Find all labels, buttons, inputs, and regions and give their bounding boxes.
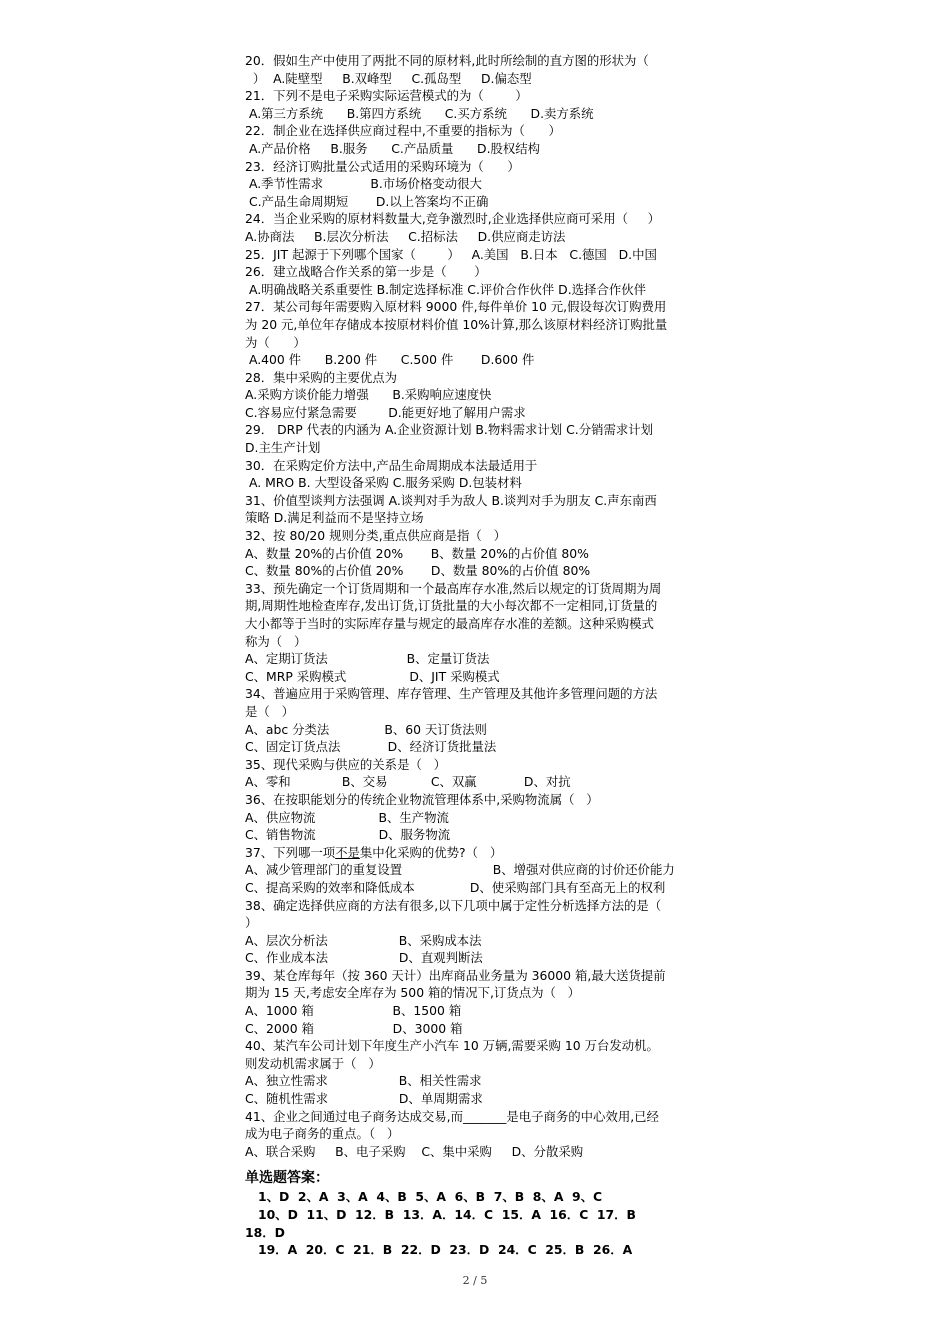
question-line: C、随机性需求 D、单周期需求 bbox=[245, 1091, 483, 1107]
answers-heading: 单选题答案： bbox=[245, 1170, 329, 1187]
question-line: 则发动机需求属于（ ） bbox=[245, 1055, 381, 1071]
question-line: A.采购方谈价能力增强 B.采购响应速度快 bbox=[245, 387, 492, 403]
question-line: 期,周期性地检查库存,发出订货,订货批量的大小每次都不一定相同,订货量的 bbox=[245, 598, 658, 614]
question-line: 29． DRP 代表的内涵为 A.企业资源计划 B.物料需求计划 C.分销需求计划 bbox=[245, 422, 654, 438]
q37-underlined: 不是 bbox=[335, 844, 360, 860]
question-line: C、固定订货点法 D、经济订货批量法 bbox=[245, 739, 497, 755]
question-line: 26．建立战略合作关系的第一步是（ ） bbox=[245, 264, 487, 280]
question-line: C、数量 80%的占价值 20% D、数量 80%的占价值 80% bbox=[245, 563, 591, 579]
question-line: 40、某汽车公司计划下年度生产小汽车 10 万辆,需要采购 10 万台发动机。 bbox=[245, 1038, 659, 1054]
question-line: 38、确定选择供应商的方法有很多,以下几项中属于定性分析选择方法的是（ bbox=[245, 897, 662, 913]
question-line: A.产品价格 B.服务 C.产品质量 D.股权结构 bbox=[245, 140, 541, 156]
question-line: A.协商法 B.层次分析法 C.招标法 D.供应商走访法 bbox=[245, 228, 566, 244]
question-line: A、数量 20%的占价值 20% B、数量 20%的占价值 80% bbox=[245, 545, 589, 561]
question-line: 27．某公司每年需要购入原材料 9000 件,每件单价 10 元,假设每次订购费用 bbox=[245, 299, 667, 315]
question-line: 41、企业之间通过电子商务达成交易,而_______是电子商务的中心效用,已经 bbox=[245, 1108, 659, 1124]
question-line: C、2000 箱 D、3000 箱 bbox=[245, 1020, 463, 1036]
answer-line: 19．A 20．C 21．B 22．D 23．D 24．C 25．B 26．A bbox=[245, 1242, 633, 1258]
answer-list bbox=[245, 1188, 710, 1258]
question-line: 36、在按职能划分的传统企业物流管理体系中,采购物流属（ ） bbox=[245, 791, 599, 807]
question-line: 21．下列不是电子采购实际运营模式的为（ ） bbox=[245, 88, 528, 104]
question-line: 称为（ ） bbox=[245, 633, 307, 649]
document-page bbox=[245, 52, 710, 1259]
question-line: 22．制企业在选择供应商过程中,不重要的指标为（ ） bbox=[245, 123, 561, 139]
question-line: 32、按 80/20 规则分类,重点供应商是指（ ） bbox=[245, 528, 506, 544]
question-line: C、销售物流 D、服务物流 bbox=[245, 827, 451, 843]
question-line: A. MRO B. 大型设备采购 C.服务采购 D.包装材料 bbox=[245, 475, 522, 491]
question-line: 23．经济订购批量公式适用的采购环境为（ ） bbox=[245, 158, 520, 174]
q37-before: 37、下列哪一项 bbox=[245, 844, 336, 860]
answer-line: 10、D 11、D 12．B 13．A．14．C 15．A 16．C 17．B bbox=[245, 1207, 636, 1222]
question-line: A.400 件 B.200 件 C.500 件 D.600 件 bbox=[245, 352, 535, 368]
question-line: C.容易应付紧急需要 D.能更好地了解用户需求 bbox=[245, 404, 526, 420]
question-line: 期为 15 天,考虑安全库存为 500 箱的情况下,订货点为（ ） bbox=[245, 985, 581, 1001]
question-line: C.产品生命周期短 D.以上答案均不正确 bbox=[245, 193, 489, 209]
question-line: 是（ ） bbox=[245, 703, 294, 719]
question-line: A、供应物流 B、生产物流 bbox=[245, 809, 449, 825]
question-line: C、MRP 采购模式 D、JIT 采购模式 bbox=[245, 668, 500, 684]
question-line: 大小都等于当时的实际库存量与规定的最高库存水准的差额。这种采购模式 bbox=[245, 616, 654, 631]
question-line: A、abc 分类法 B、60 天订货法则 bbox=[245, 721, 487, 737]
question-line: ） bbox=[245, 915, 258, 931]
question-line: 成为电子商务的重点。（ ） bbox=[245, 1126, 400, 1142]
question-line: 33、预先确定一个订货周期和一个最高库存水准,然后以规定的订货周期为周 bbox=[245, 580, 662, 596]
question-line-q37 bbox=[245, 844, 710, 862]
question-line: 为（ ） bbox=[245, 334, 306, 350]
question-line: 28．集中采购的主要优点为 bbox=[245, 369, 398, 385]
question-line: A.第三方系统 B.第四方系统 C.买方系统 D.卖方系统 bbox=[245, 105, 594, 121]
question-line: A、联合采购 B、电子采购 C、集中采购 D、分散采购 bbox=[245, 1143, 584, 1159]
question-line: 20．假如生产中使用了两批不同的原材料,此时所绘制的直方图的形状为（ bbox=[245, 53, 649, 68]
answer-line: 18．D bbox=[245, 1224, 285, 1240]
question-line: 30．在采购定价方法中,产品生命周期成本法最适用于 bbox=[245, 457, 538, 473]
question-list bbox=[245, 52, 710, 1160]
q37-after: 集中化采购的优势?（ ） bbox=[359, 844, 503, 860]
question-line: 为 20 元,单位年存储成本按原材料价值 10%计算,那么该原材料经济订购批量 bbox=[245, 316, 668, 332]
question-line: A、定期订货法 B、定量订货法 bbox=[245, 651, 490, 667]
question-line: 31、价值型谈判方法强调 A.谈判对手为敌人 B.谈判对手为朋友 C.声东南西 bbox=[245, 492, 657, 508]
question-line: A.季节性需求 B.市场价格变动很大 bbox=[245, 176, 482, 192]
question-line: 35、现代采购与供应的关系是（ ） bbox=[245, 756, 447, 772]
page-number: 2 / 5 bbox=[462, 1274, 488, 1287]
question-line: A、零和 B、交易 C、双赢 D、对抗 bbox=[245, 774, 571, 790]
question-line: A、层次分析法 B、采购成本法 bbox=[245, 932, 482, 948]
question-line: 34、普遍应用于采购管理、库存管理、生产管理及其他许多管理问题的方法 bbox=[245, 686, 658, 702]
question-line: A.明确战略关系重要性 B.制定选择标准 C.评价合作伙伴 D.选择合作伙伴 bbox=[245, 281, 647, 297]
question-line: A、独立性需求 B、相关性需求 bbox=[245, 1073, 482, 1089]
question-line: A、1000 箱 B、1500 箱 bbox=[245, 1003, 462, 1019]
question-line: ） A.陡壁型 B.双峰型 C.孤岛型 D.偏态型 bbox=[245, 70, 532, 86]
question-line: C、作业成本法 D、直观判断法 bbox=[245, 950, 483, 966]
question-line: C、提高采购的效率和降低成本 D、使采购部门具有至高无上的权利 bbox=[245, 879, 666, 895]
question-line: 24．当企业采购的原材料数量大,竞争激烈时,企业选择供应商可采用（ ） bbox=[245, 211, 661, 227]
answer-line: 1、D 2、A 3、A 4、B 5、A 6、B 7、B 8、A 9、C bbox=[245, 1189, 603, 1205]
question-line: 25．JIT 起源于下列哪个国家（ ） A.美国 B.日本 C.德国 D.中国 bbox=[245, 246, 657, 262]
question-line: A、减少管理部门的重复设置 B、增强对供应商的讨价还价能力 bbox=[245, 862, 675, 878]
question-line: D.主生产计划 bbox=[245, 440, 321, 456]
question-line: 39、某仓库每年（按 360 天计）出库商品业务量为 36000 箱,最大送货提前 bbox=[245, 967, 666, 983]
question-line: 策略 D.满足利益而不是坚持立场 bbox=[245, 510, 424, 526]
